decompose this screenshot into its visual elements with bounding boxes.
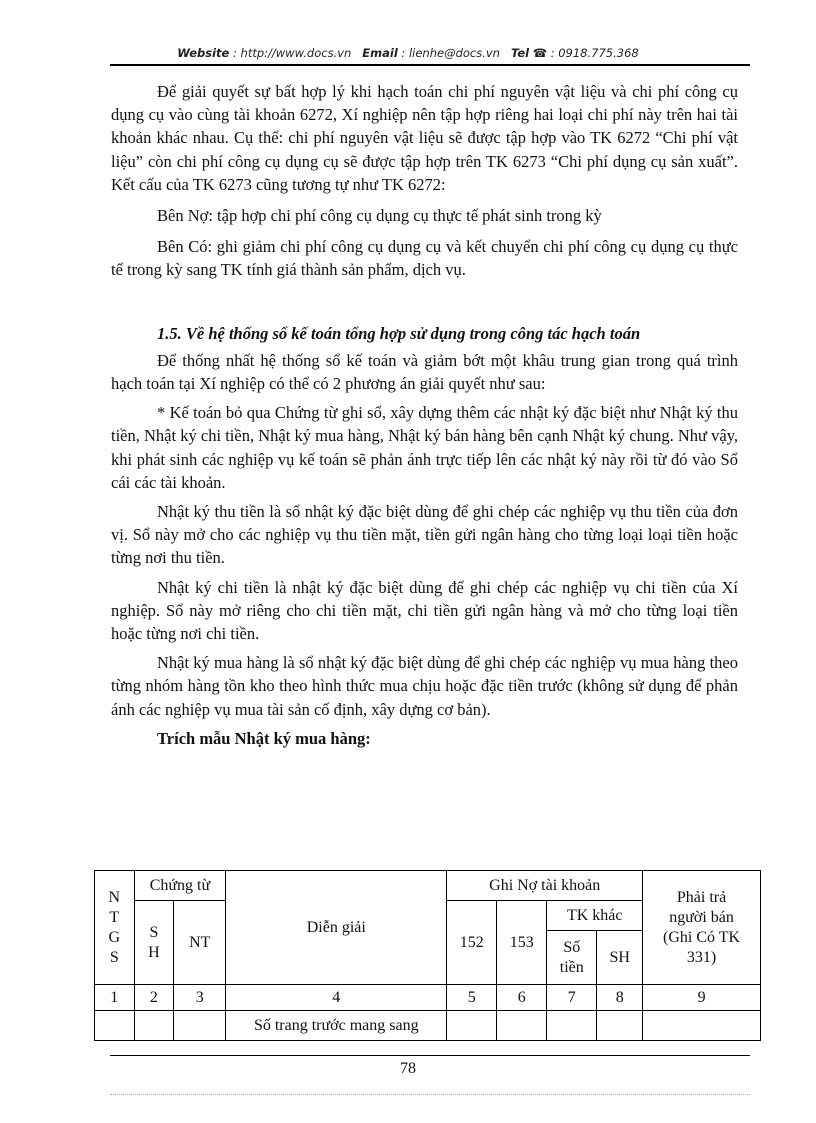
table-cell [95, 1011, 135, 1041]
so-tien-header: Số tiền [547, 931, 597, 985]
header-divider [110, 64, 750, 66]
account-152-header: 152 [447, 901, 497, 985]
chung-tu-header: Chứng từ [134, 871, 226, 901]
tel-label: Tel [510, 46, 530, 60]
paragraph: Nhật ký thu tiền là sổ nhật ký đặc biệt dùng để ghi chép các nghiệp vụ thu tiền của đơn vị. Sổ này mở cho các nghiệp vụ thu tiền mặt, tiền gửi ngân hàng cho từng loại loại tiền hoặc từng nơi thu tiền. [111, 502, 738, 568]
account-153-header: 153 [497, 901, 547, 985]
column-number: 6 [497, 985, 547, 1011]
column-number: 5 [447, 985, 497, 1011]
table-cell [597, 1011, 643, 1041]
sh-khac-header: SH [597, 931, 643, 985]
purchase-journal-table [94, 870, 761, 1041]
tk-khac-header: TK khác [547, 901, 643, 931]
column-number: 7 [547, 985, 597, 1011]
column-number: 2 [134, 985, 174, 1011]
paragraph: Nhật ký chi tiền là nhật ký đặc biệt dùng để ghi chép các nghiệp vụ chi tiền của Xí nghiệp. Sổ này mở riêng cho chi tiền mặt, chi tiền gửi ngân hàng và mở cho từng loại tiền hoặc từng nơi chi tiền. [111, 577, 738, 644]
paragraph: Nhật ký mua hàng là sổ nhật ký đặc biệt dùng để ghi chép các nghiệp vụ mua hàng theo từng nhóm hàng tồn kho theo hình thức mua chịu hoặc đặc tiền trước (không sử dụng để phản ánh các nghiệp vụ mua tài sản cố định, xây dựng cơ bản). [111, 653, 738, 719]
column-number-row [95, 985, 761, 1011]
page-number: 78 [400, 1060, 416, 1077]
page-header [0, 46, 816, 60]
paragraph: Bên Có: ghi giảm chi phí công cụ dụng cụ và kết chuyển chi phí công cụ dụng cụ thực tế trong kỳ sang TK tính giá thành sản phẩm, dịch vụ. [111, 237, 738, 280]
column-number: 4 [226, 985, 447, 1011]
table-cell [174, 1011, 226, 1041]
sh-header: S H [134, 901, 174, 985]
phone-icon: ☎ [532, 46, 548, 60]
ghi-no-header: Ghi Nợ tài khoản [447, 871, 643, 901]
table-cell [447, 1011, 497, 1041]
table-cell [497, 1011, 547, 1041]
website-label: Website [177, 46, 230, 60]
email-value: : lienhe@docs.vn [401, 46, 500, 60]
ngs-header: N T G S [95, 871, 135, 985]
dien-giai-header: Diễn giải [226, 871, 447, 985]
table-cell [134, 1011, 174, 1041]
column-number: 8 [597, 985, 643, 1011]
paragraph: Để thống nhất hệ thống sổ kế toán và giảm bớt một khâu trung gian trong quá trình hạch toán tại Xí nghiệp có thể có 2 phương án giải quyết như sau: [111, 350, 738, 394]
tel-value: : 0918.775.368 [550, 46, 639, 60]
paragraph: Để giải quyết sự bất hợp lý khi hạch toán chi phí nguyên vật liệu và chi phí công cụ dụng cụ vào cùng tài khoản 6272, Xí nghiệp nên tập hợp riêng hai loại chi phí này trên hai tài khoản khác nhau. Cụ thể: chi phí nguyên vật liệu sẽ được tập hợp vào TK 6272 “Chi phí vật liệu” còn chi phí công cụ dụng cụ sẽ được tập hợp trên TK 6273 “Chi phí dụng cụ sản xuất”. Kết cấu của TK 6273 cũng tương tự như TK 6272: [111, 82, 738, 194]
column-number: 1 [95, 985, 135, 1011]
table-cell [547, 1011, 597, 1041]
column-number: 9 [643, 985, 761, 1011]
footer-divider [110, 1055, 750, 1056]
section-heading: 1.5. Về hệ thống sổ kế toán tổng hợp sử dụng trong công tác hạch toán [157, 323, 641, 343]
column-number: 3 [174, 985, 226, 1011]
footer-dotted-rule [110, 1094, 750, 1095]
website-value: : http://www.docs.vn [233, 46, 352, 60]
table-caption: Trích mẫu Nhật ký mua hàng: [157, 728, 371, 748]
email-label: Email [362, 46, 398, 60]
document-body [111, 80, 738, 758]
table-row [95, 1011, 761, 1041]
table-cell [643, 1011, 761, 1041]
carry-forward-cell: Số trang trước mang sang [226, 1011, 447, 1041]
nt-header: NT [174, 901, 226, 985]
paragraph: Bên Nợ: tập hợp chi phí công cụ dụng cụ thực tế phát sinh trong kỳ [157, 206, 602, 226]
paragraph: * Kế toán bỏ qua Chứng từ ghi sổ, xây dựng thêm các nhật ký đặc biệt như Nhật ký thu tiền, Nhật ký chi tiền, Nhật ký mua hàng, Nhật ký bán hàng bên cạnh Nhật ký chung. Như vậy, khi phát sinh các nghiệp vụ kế toán sẽ phản ánh trực tiếp lên các nhật ký này rồi từ đó vào Sổ cái các tài khoản. [111, 403, 738, 492]
phai-tra-header: Phải trả người bán (Ghi Có TK 331) [643, 871, 761, 985]
